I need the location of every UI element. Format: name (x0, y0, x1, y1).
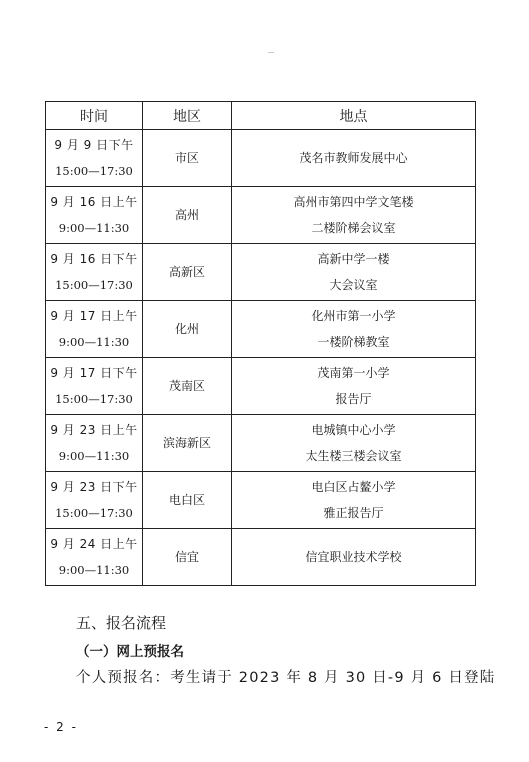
place-cell (232, 529, 476, 586)
place-line: 报告厅 (335, 392, 372, 406)
place-line: 一楼阶梯教室 (317, 335, 390, 349)
time-range: 9:00—11:30 (58, 563, 130, 577)
place-line: 高新中学一楼 (317, 252, 390, 266)
table-row (46, 244, 476, 301)
table-header-row (46, 102, 476, 130)
header-time: 时间 (46, 102, 143, 130)
table-row (46, 415, 476, 472)
place-line: 二楼阶梯会议室 (311, 221, 396, 235)
place-line: 信宜职业技术学校 (305, 550, 402, 564)
schedule-table (45, 101, 476, 586)
place-cell (232, 187, 476, 244)
time-range: 9:00—11:30 (58, 221, 130, 235)
time-date: 9 月 17 日上午 (50, 309, 138, 323)
header-region: 地区 (143, 102, 232, 130)
region-cell: 高新区 (143, 244, 232, 301)
time-date: 9 月 16 日下午 (50, 252, 138, 266)
region-cell: 信宜 (143, 529, 232, 586)
time-date: 9 月 23 日下午 (50, 480, 138, 494)
place-line: 雅正报告厅 (323, 506, 384, 520)
time-date: 9 月 24 日上午 (50, 537, 138, 551)
time-cell (46, 244, 143, 301)
time-range: 15:00—17:30 (55, 278, 133, 292)
region-cell: 茂南区 (143, 358, 232, 415)
place-cell (232, 472, 476, 529)
place-cell (232, 244, 476, 301)
section-title: 五、报名流程 (76, 614, 167, 632)
place-line: 电城镇中心小学 (311, 423, 396, 437)
place-line: 茂名市教师发展中心 (299, 151, 408, 165)
time-date: 9 月 23 日上午 (50, 423, 138, 437)
time-cell (46, 358, 143, 415)
table-row (46, 130, 476, 187)
table-row (46, 529, 476, 586)
region-cell: 市区 (143, 130, 232, 187)
place-line: 电白区占鳌小学 (311, 480, 396, 494)
time-range: 9:00—11:30 (58, 449, 130, 463)
place-cell (232, 415, 476, 472)
section-paragraph: 个人预报名：考生请于 2023 年 8 月 30 日-9 月 6 日登陆 (76, 670, 496, 686)
time-cell (46, 301, 143, 358)
region-cell: 化州 (143, 301, 232, 358)
place-cell (232, 130, 476, 187)
table-row (46, 301, 476, 358)
schedule-body (46, 130, 476, 586)
time-cell (46, 529, 143, 586)
place-cell (232, 301, 476, 358)
time-cell (46, 187, 143, 244)
place-line: 太生楼三楼会议室 (305, 449, 402, 463)
page-number: - 2 - (44, 720, 78, 734)
table-row (46, 358, 476, 415)
page-mark (268, 52, 274, 53)
time-range: 15:00—17:30 (55, 506, 133, 520)
region-cell: 滨海新区 (143, 415, 232, 472)
time-date: 9 月 17 日下午 (50, 366, 138, 380)
time-range: 15:00—17:30 (55, 392, 133, 406)
time-date: 9 月 16 日上午 (50, 195, 138, 209)
place-line: 化州市第一小学 (311, 309, 396, 323)
table-row (46, 187, 476, 244)
table-row (46, 472, 476, 529)
time-cell (46, 415, 143, 472)
time-cell (46, 130, 143, 187)
place-line: 茂南第一小学 (317, 366, 390, 380)
time-range: 9:00—11:30 (58, 335, 130, 349)
region-cell: 电白区 (143, 472, 232, 529)
time-date: 9 月 9 日下午 (54, 138, 134, 152)
region-cell: 高州 (143, 187, 232, 244)
place-line: 高州市第四中学文笔楼 (293, 195, 414, 209)
place-line: 大会议室 (329, 278, 378, 292)
time-cell (46, 472, 143, 529)
place-cell (232, 358, 476, 415)
time-range: 15:00—17:30 (55, 164, 133, 178)
section-subtitle: （一）网上预报名 (76, 644, 184, 660)
header-place: 地点 (232, 102, 476, 130)
